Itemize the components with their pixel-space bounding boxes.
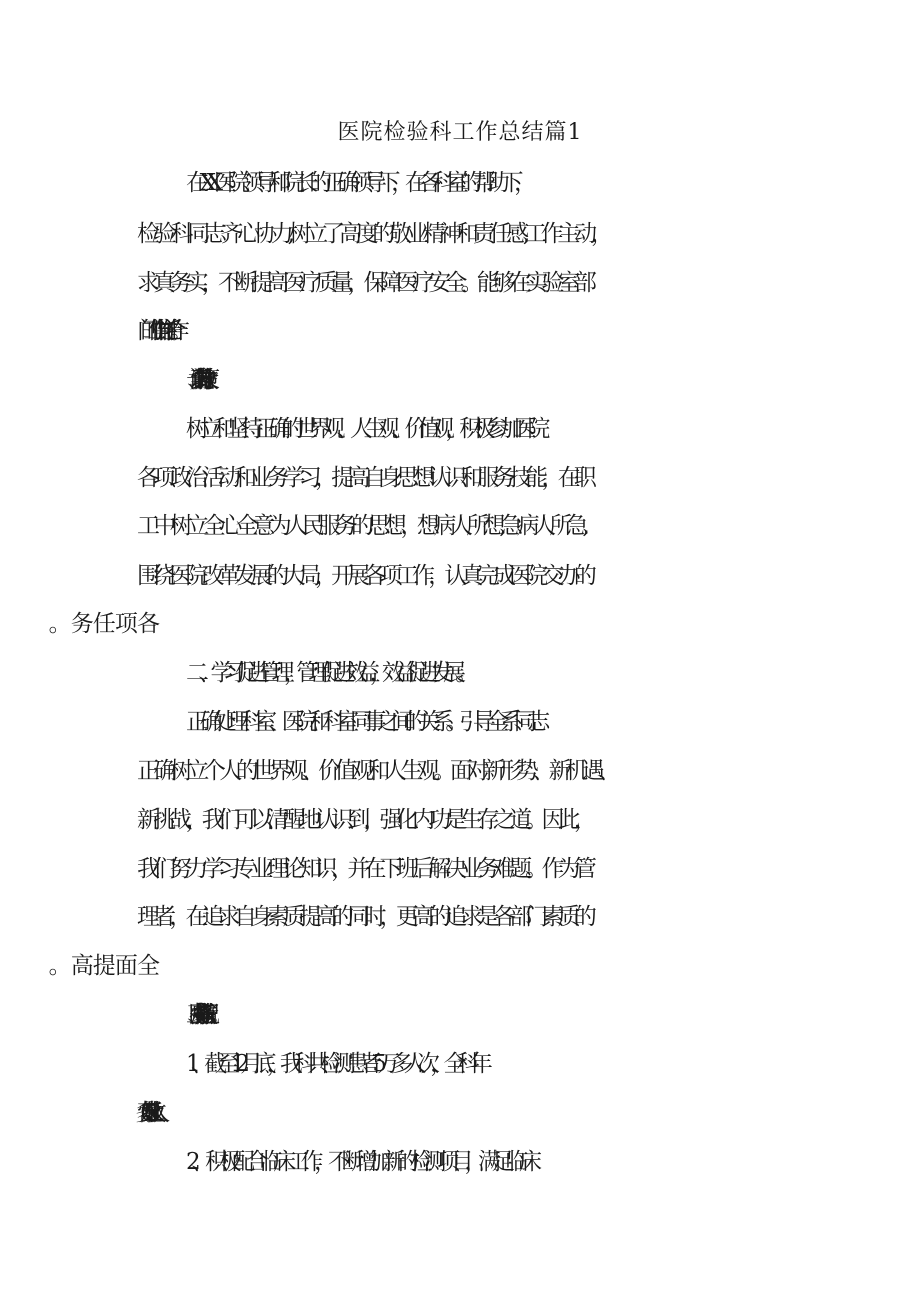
paragraph-line: 正确处理科室、医院和科室同事之间的关系。引导全系同志 xyxy=(186,709,542,735)
section-heading: 二、学习促进管理，管理促进效益，效益促进发展。 xyxy=(186,660,468,686)
paragraph-line: 门的工作中与主任合作。 xyxy=(137,318,174,344)
paragraph-line: 围绕医院改革发展的大局，开展各项工作，认真完成医院交办的 xyxy=(137,563,591,589)
list-item: 2、积极配合临床工作，不断增加新的检测项目，满足临床 xyxy=(186,1149,533,1175)
paragraph-line: 工中树立全心全意为人民服务的思想，想病人所想,急病人所急, xyxy=(137,513,584,539)
paragraph-line: 求真务实，不断提高医疗质量，保障医疗安全。能够在实验室部 xyxy=(137,270,591,296)
paragraph-line: 我们努力学习专业理论知识，并在下班后解决业务难题。作为管 xyxy=(137,856,591,882)
list-item: 1、截至12月底，我科共检测患者5万多人次，全科年 xyxy=(186,1051,484,1077)
section-heading: 三、医疗业务指标完成情况 xyxy=(186,1002,198,1028)
paragraph-line: 正确树立个人的世界观、价值观和人生观。面对新形势、新机遇、 xyxy=(137,758,615,784)
paragraph-line: 理者，在追求自身素质提高的同时，更高的追求是各部门素质的 xyxy=(137,904,591,930)
paragraph-line: 检验科同志齐心协力,树立了高度的敬业精神和责任感,工作主动， xyxy=(137,221,608,247)
paragraph-line: 新挑战，我们可以清醒地认识到，强化内功是生存之道。因此， xyxy=(137,807,591,833)
paragraph-line: 营业收入150多万元。 xyxy=(137,1100,149,1126)
paragraph-line: 在XX医院领导和院长的正确领导下，在各科室的帮助下， xyxy=(186,170,528,196)
paragraph-line: 各项政治活动和业务学习，提高自身思想认识和服务技能，在职 xyxy=(137,465,591,491)
paragraph-line xyxy=(137,948,920,984)
document-title: 医院检验科工作总结篇1 xyxy=(337,120,583,145)
section-heading: 一、认真学习党的方针政策 xyxy=(186,367,198,393)
paragraph-line: 树立和坚持正确的世界观、人生观、价值观，积极参加医院 xyxy=(186,416,542,442)
paragraph-line xyxy=(137,606,920,642)
